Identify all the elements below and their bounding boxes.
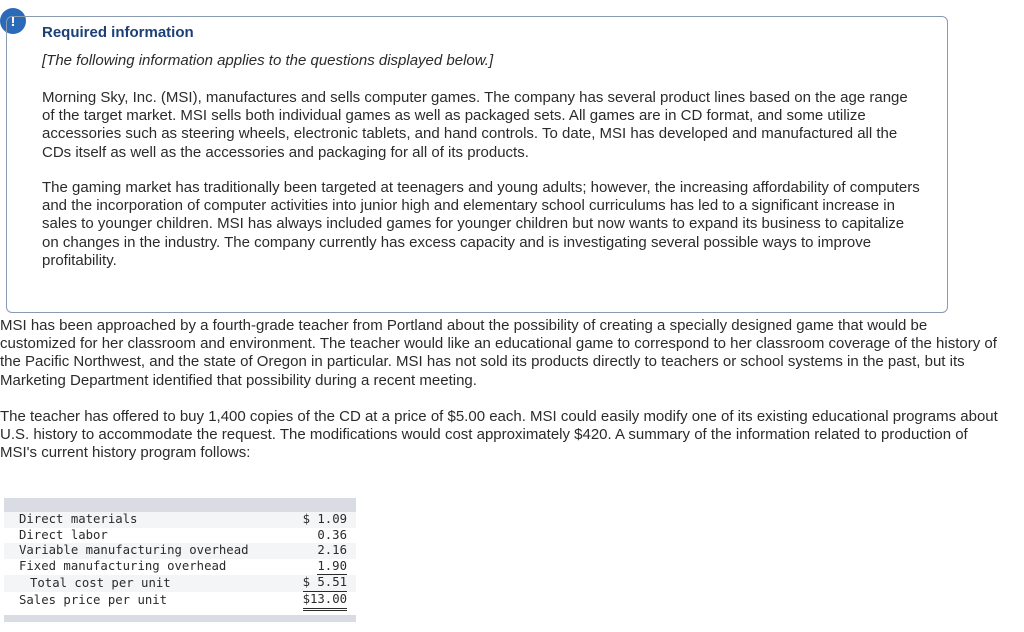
row-value: 1.90 — [317, 559, 347, 576]
table-footer-band — [4, 615, 356, 622]
body-paragraph-2: The teacher has offered to buy 1,400 copies of the CD at a price of $5.00 each. MSI could easily modify one of its existing educational programs about U.S. history to accommodate the request. The modifications would cost approximately $420. A summary of the information related to production of MSI's current history program follows: — [0, 408, 998, 462]
required-info-title: Required information — [42, 24, 194, 41]
table-row — [4, 559, 356, 576]
info-paragraph-1: Morning Sky, Inc. (MSI), manufactures and sells computer games. The company has several product lines based on the age range of the target market. MSI sells both individual games as well as packaged sets. All games are in CD format, and some utilize accessories such as steering wheels, electronic tablets, and hand controls. To date, MSI has developed and manufactured all the CDs itself as well as the accessories and packaging for all of its products. — [42, 89, 908, 161]
table-row — [4, 575, 356, 592]
row-value: $ 5.51 — [303, 575, 347, 592]
row-value: 2.16 — [317, 543, 347, 558]
row-value: $ 1.09 — [302, 512, 347, 526]
row-value: 0.36 — [317, 527, 347, 542]
table-row — [4, 592, 356, 611]
info-paragraph-2: The gaming market has traditionally been targeted at teenagers and young adults; however, the increasing affordability of computers and the incorporation of computer activities into junior high and elementary school curriculums has led to a significant increase in sales to younger children. MSI has always included games for younger children but now wants to expand its business to capitalize on changes in the industry. The company currently has excess capacity and is investigating several possible ways to improve profitability. — [42, 179, 920, 269]
row-label: Fixed manufacturing overhead — [4, 559, 300, 576]
table-row — [4, 512, 356, 528]
row-label: Direct materials — [4, 512, 300, 528]
row-label: Sales price per unit — [4, 592, 300, 611]
table-row — [4, 543, 356, 559]
row-label: Direct labor — [4, 528, 300, 544]
row-label: Variable manufacturing overhead — [4, 543, 300, 559]
body-paragraph-1: MSI has been approached by a fourth-grade teacher from Portland about the possibility of creating a specially designed game that would be customized for her classroom and environment. The teacher would like an educational game to correspond to her classroom coverage of the history of the Pacific Northwest, and the state of Oregon in particular. MSI has not sold its products directly to teachers or school systems in the past, but its Marketing Department identified that possibility during a recent meeting. — [0, 317, 997, 389]
row-label: Total cost per unit — [4, 575, 300, 592]
cost-summary-table — [4, 512, 356, 611]
row-value: $13.00 — [303, 592, 347, 611]
table-row — [4, 528, 356, 544]
alert-icon: ! — [0, 8, 26, 34]
table-header-band — [4, 498, 356, 512]
required-info-subtitle: [The following information applies to the questions displayed below.] — [42, 52, 494, 69]
